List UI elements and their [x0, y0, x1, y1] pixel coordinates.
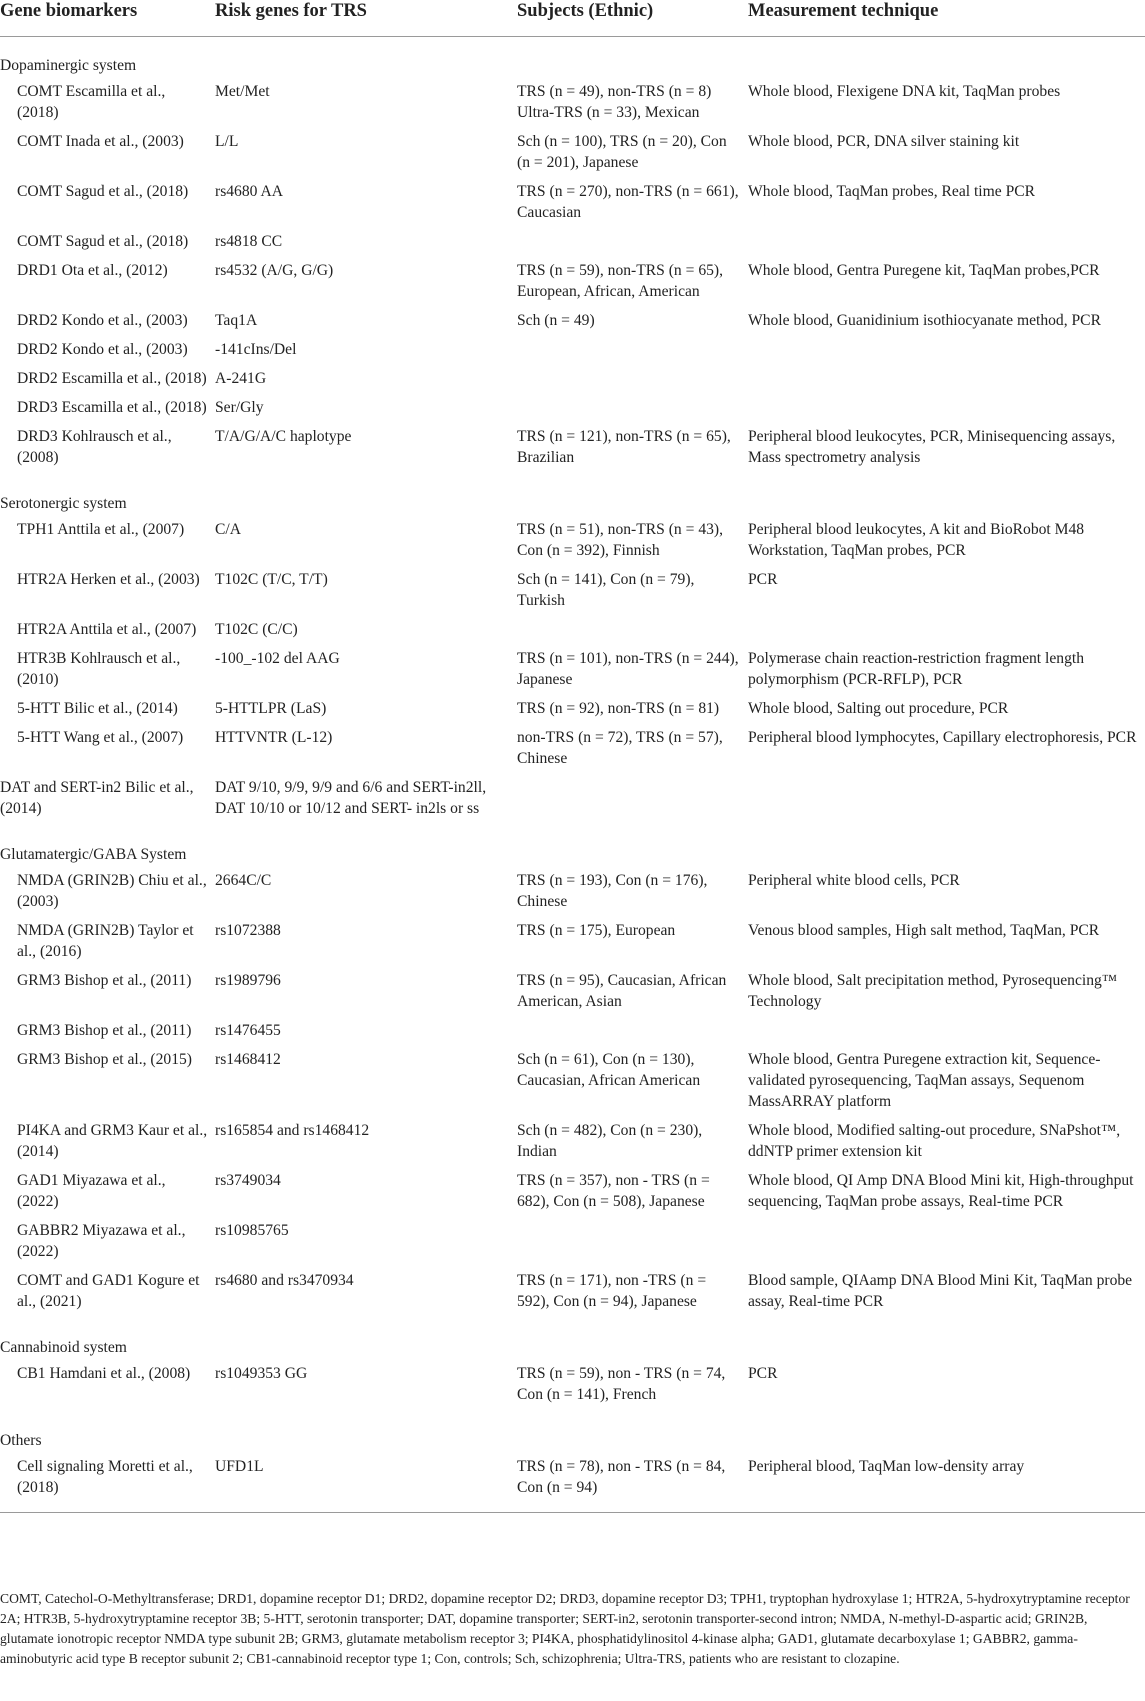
- subjects-cell: [517, 1217, 748, 1267]
- gene-cell: COMT Escamilla et al., (2018): [17, 83, 166, 121]
- gene-cell: GABBR2 Miyazawa et al., (2022): [17, 1222, 186, 1260]
- technique-cell: Peripheral blood, TaqMan low-density array: [748, 1453, 1145, 1513]
- technique-cell: Peripheral blood leukocytes, PCR, Minisequencing assays, Mass spectrometry analysis: [748, 428, 1116, 466]
- header-row: [0, 0, 1145, 37]
- gene-cell: DRD2 Kondo et al., (2003): [17, 341, 188, 358]
- risk-gene-cell: A-241G: [215, 370, 267, 387]
- gene-cell: NMDA (GRIN2B) Taylor et al., (2016): [17, 922, 194, 960]
- technique-cell: [748, 1017, 1145, 1046]
- technique-cell: [748, 228, 1145, 257]
- table-row: [0, 616, 1145, 645]
- subjects-cell: Sch (n = 100), TRS (n = 20), Con (n = 201), Japanese: [517, 133, 727, 171]
- gene-cell: HTR2A Anttila et al., (2007): [17, 621, 197, 638]
- section-header-row: [0, 37, 1145, 79]
- table-body: [0, 37, 1145, 1513]
- gene-cell: DRD1 Ota et al., (2012): [17, 262, 168, 279]
- technique-cell: [748, 394, 1145, 423]
- technique-cell: Peripheral blood leukocytes, A kit and BioRobot M48 Workstation, TaqMan probes, PCR: [748, 521, 1085, 559]
- subjects-cell: [517, 336, 748, 365]
- subjects-cell: [517, 1017, 748, 1046]
- risk-gene-cell: T102C (T/C, T/T): [215, 571, 328, 588]
- table-row: [0, 566, 1145, 616]
- technique-cell: Whole blood, Modified salting-out procedure, SNaPshot™, ddNTP primer extension kit: [748, 1122, 1121, 1160]
- table-row: [0, 394, 1145, 423]
- section-header-row: [0, 1317, 1145, 1360]
- gene-cell: DRD2 Escamilla et al., (2018): [17, 370, 207, 387]
- table-row: [0, 178, 1145, 228]
- technique-cell: [748, 365, 1145, 394]
- subjects-cell: [517, 616, 748, 645]
- subjects-cell: TRS (n = 49), non-TRS (n = 8) Ultra-TRS (n = 33), Mexican: [517, 83, 712, 121]
- header-risk-genes: Risk genes for TRS: [215, 0, 517, 37]
- risk-gene-cell: HTTVNTR (L-12): [215, 729, 333, 746]
- subjects-cell: non-TRS (n = 72), TRS (n = 57), Chinese: [517, 729, 723, 767]
- technique-cell: Whole blood, PCR, DNA silver staining kit: [748, 133, 1020, 150]
- risk-gene-cell: DAT 9/10, 9/9, 9/9 and 6/6 and SERT-in2ll, DAT 10/10 or 10/12 and SERT- in2ls or ss: [215, 779, 487, 817]
- gene-cell: GRM3 Bishop et al., (2015): [17, 1051, 192, 1068]
- subjects-cell: TRS (n = 59), non-TRS (n = 65), European, African, American: [517, 262, 724, 300]
- technique-cell: Blood sample, QIAamp DNA Blood Mini Kit, TaqMan probe assay, Real-time PCR: [748, 1272, 1133, 1310]
- header-measurement-technique: Measurement technique: [748, 0, 1145, 37]
- section-title: Cannabinoid system: [0, 1339, 127, 1356]
- gene-cell: COMT Sagud et al., (2018): [17, 183, 189, 200]
- subjects-cell: TRS (n = 193), Con (n = 176), Chinese: [517, 872, 708, 910]
- technique-cell: Venous blood samples, High salt method, TaqMan, PCR: [748, 922, 1100, 939]
- risk-gene-cell: rs1476455: [215, 1022, 281, 1039]
- subjects-cell: TRS (n = 101), non-TRS (n = 244), Japanese: [517, 650, 739, 688]
- risk-gene-cell: rs165854 and rs1468412: [215, 1122, 370, 1139]
- risk-gene-cell: rs10985765: [215, 1222, 289, 1239]
- table-row: [0, 967, 1145, 1017]
- risk-gene-cell: rs1989796: [215, 972, 281, 989]
- risk-gene-cell: T/A/G/A/C haplotype: [215, 428, 352, 445]
- technique-cell: Whole blood, Gentra Puregene extraction kit, Sequence-validated pyrosequencing, TaqMan assays, Sequenom MassARRAY platform: [748, 1051, 1101, 1110]
- technique-cell: [748, 616, 1145, 645]
- risk-gene-cell: 5-HTTLPR (LaS): [215, 700, 327, 717]
- risk-gene-cell: Taq1A: [215, 312, 258, 329]
- technique-cell: Peripheral blood lymphocytes, Capillary electrophoresis, PCR: [748, 729, 1137, 746]
- subjects-cell: TRS (n = 175), European: [517, 922, 676, 939]
- table-row: [0, 1217, 1145, 1267]
- technique-cell: Peripheral white blood cells, PCR: [748, 872, 960, 889]
- table-row: [0, 1360, 1145, 1410]
- risk-gene-cell: rs4680 and rs3470934: [215, 1272, 354, 1289]
- table-row: [0, 423, 1145, 473]
- subjects-cell: TRS (n = 95), Caucasian, African American, Asian: [517, 972, 727, 1010]
- header-gene-biomarkers: Gene biomarkers: [0, 0, 215, 37]
- section-header-row: [0, 473, 1145, 516]
- table-row: [0, 645, 1145, 695]
- table-row: [0, 336, 1145, 365]
- risk-gene-cell: L/L: [215, 133, 239, 150]
- table-footnote: COMT, Catechol-O-Methyltransferase; DRD1, dopamine receptor D1; DRD2, dopamine receptor D2; DRD3, dopamine receptor D3; TPH1, tryptophan hydroxylase 1; HTR2A, 5-hydroxytryptamine receptor 2A; HTR3B, 5-hydroxytryptamine receptor 3B; 5-HTT, serotonin transporter; DAT, dopamine transporter; SERT-in2, serotonin transporter-second intron; NMDA, N-methyl-D-aspartic acid; GRIN2B, glutamate ionotropic receptor NMDA type subunit 2B; GRM3, glutamate metabolism receptor 3; PI4KA, phosphatidylinositol 4-kinase alpha; GAD1, glutamate decarboxylase 1; GABBR2, gamma-aminobutyric acid type B receptor subunit 2; CB1-cannabinoid receptor type 1; Con, controls; Sch, schizophrenia; Ultra-TRS, patients who are resistant to clozapine.: [0, 1591, 1130, 1666]
- technique-cell: Whole blood, Salt precipitation method, Pyrosequencing™ Technology: [748, 972, 1118, 1010]
- table-row: [0, 365, 1145, 394]
- technique-cell: PCR: [748, 1365, 778, 1382]
- subjects-cell: TRS (n = 51), non-TRS (n = 43), Con (n = 392), Finnish: [517, 521, 724, 559]
- subjects-cell: TRS (n = 78), non - TRS (n = 84, Con (n = 94): [517, 1453, 748, 1513]
- risk-gene-cell: rs4532 (A/G, G/G): [215, 262, 334, 279]
- risk-gene-cell: rs4680 AA: [215, 183, 284, 200]
- technique-cell: [748, 774, 1145, 824]
- technique-cell: PCR: [748, 571, 778, 588]
- risk-gene-cell: -100_-102 del AAG: [215, 650, 340, 667]
- table-row: [0, 695, 1145, 724]
- risk-gene-cell: rs1468412: [215, 1051, 281, 1068]
- table-row: [0, 1046, 1145, 1117]
- gene-cell: Cell signaling Moretti et al., (2018): [0, 1453, 215, 1513]
- gene-cell: COMT Inada et al., (2003): [17, 133, 184, 150]
- gene-cell: DRD2 Kondo et al., (2003): [17, 312, 188, 329]
- table-row: [0, 1017, 1145, 1046]
- gene-cell: CB1 Hamdani et al., (2008): [17, 1365, 191, 1382]
- table-row: [0, 774, 1145, 824]
- table-row: [0, 516, 1145, 566]
- gene-cell: GRM3 Bishop et al., (2011): [17, 972, 192, 989]
- subjects-cell: TRS (n = 171), non -TRS (n = 592), Con (n = 94), Japanese: [517, 1272, 707, 1310]
- technique-cell: Whole blood, Guanidinium isothiocyanate method, PCR: [748, 312, 1101, 329]
- risk-gene-cell: rs4818 CC: [215, 233, 283, 250]
- risk-gene-cell: Met/Met: [215, 83, 270, 100]
- gene-cell: DAT and SERT-in2 Bilic et al., (2014): [0, 779, 194, 817]
- table-row: [0, 1267, 1145, 1317]
- table-row: [0, 917, 1145, 967]
- gene-cell: GAD1 Miyazawa et al., (2022): [17, 1172, 166, 1210]
- table-header: [0, 0, 1145, 37]
- section-title: Serotonergic system: [0, 495, 127, 512]
- technique-cell: Whole blood, Salting out procedure, PCR: [748, 700, 1009, 717]
- section-title: Dopaminergic system: [0, 57, 137, 74]
- subjects-cell: Sch (n = 482), Con (n = 230), Indian: [517, 1122, 703, 1160]
- risk-gene-cell: 2664C/C: [215, 872, 272, 889]
- gene-cell: PI4KA and GRM3 Kaur et al., (2014): [17, 1122, 208, 1160]
- technique-cell: Polymerase chain reaction-restriction fragment length polymorphism (PCR-RFLP), PCR: [748, 650, 1085, 688]
- subjects-cell: [517, 394, 748, 423]
- subjects-cell: TRS (n = 270), non-TRS (n = 661), Caucasian: [517, 183, 739, 221]
- risk-gene-cell: rs1049353 GG: [215, 1365, 308, 1382]
- subjects-cell: Sch (n = 141), Con (n = 79), Turkish: [517, 571, 695, 609]
- subjects-cell: Sch (n = 61), Con (n = 130), Caucasian, African American: [517, 1051, 701, 1089]
- technique-cell: Whole blood, TaqMan probes, Real time PCR: [748, 183, 1036, 200]
- section-title: Glutamatergic/GABA System: [0, 846, 187, 863]
- section-header-row: [0, 1410, 1145, 1453]
- gene-cell: 5-HTT Bilic et al., (2014): [17, 700, 178, 717]
- table-row: [0, 78, 1145, 128]
- table-row: [0, 724, 1145, 774]
- gene-cell: HTR3B Kohlrausch et al., (2010): [17, 650, 181, 688]
- risk-gene-cell: T102C (C/C): [215, 621, 298, 638]
- section-title: Others: [0, 1432, 42, 1449]
- technique-cell: Whole blood, Flexigene DNA kit, TaqMan probes: [748, 83, 1061, 100]
- risk-gene-cell: -141cIns/Del: [215, 341, 297, 358]
- risk-gene-cell: rs1072388: [215, 922, 281, 939]
- technique-cell: [748, 336, 1145, 365]
- table-row: [0, 307, 1145, 336]
- technique-cell: Whole blood, Gentra Puregene kit, TaqMan probes,PCR: [748, 262, 1100, 279]
- header-subjects: Subjects (Ethnic): [517, 0, 748, 37]
- gene-cell: NMDA (GRIN2B) Chiu et al., (2003): [17, 872, 207, 910]
- table-row: [0, 1117, 1145, 1167]
- subjects-cell: TRS (n = 92), non-TRS (n = 81): [517, 700, 720, 717]
- technique-cell: Whole blood, QI Amp DNA Blood Mini kit, High-throughput sequencing, TaqMan probe assays, Real-time PCR: [748, 1172, 1134, 1210]
- gene-cell: GRM3 Bishop et al., (2011): [17, 1022, 192, 1039]
- gene-cell: COMT Sagud et al., (2018): [17, 233, 189, 250]
- subjects-cell: [517, 774, 748, 824]
- table-row: [0, 1453, 1145, 1513]
- table-row: [0, 128, 1145, 178]
- table-row: [0, 1167, 1145, 1217]
- table-row: [0, 228, 1145, 257]
- gene-cell: DRD3 Kohlrausch et al., (2008): [17, 428, 172, 466]
- gene-cell: TPH1 Anttila et al., (2007): [17, 521, 185, 538]
- risk-gene-cell: UFD1L: [215, 1453, 517, 1513]
- subjects-cell: TRS (n = 121), non-TRS (n = 65), Brazilian: [517, 428, 731, 466]
- gene-cell: 5-HTT Wang et al., (2007): [17, 729, 184, 746]
- risk-gene-cell: Ser/Gly: [215, 399, 264, 416]
- table-row: [0, 257, 1145, 307]
- gene-cell: HTR2A Herken et al., (2003): [17, 571, 200, 588]
- subjects-cell: TRS (n = 357), non - TRS (n = 682), Con (n = 508), Japanese: [517, 1172, 710, 1210]
- gene-cell: DRD3 Escamilla et al., (2018): [17, 399, 207, 416]
- subjects-cell: [517, 228, 748, 257]
- subjects-cell: [517, 365, 748, 394]
- subjects-cell: TRS (n = 59), non - TRS (n = 74, Con (n = 141), French: [517, 1365, 726, 1403]
- risk-gene-cell: C/A: [215, 521, 241, 538]
- section-header-row: [0, 824, 1145, 867]
- gene-cell: COMT and GAD1 Kogure et al., (2021): [17, 1272, 200, 1310]
- table-row: [0, 867, 1145, 917]
- risk-gene-cell: rs3749034: [215, 1172, 281, 1189]
- technique-cell: [748, 1217, 1145, 1267]
- subjects-cell: Sch (n = 49): [517, 312, 595, 329]
